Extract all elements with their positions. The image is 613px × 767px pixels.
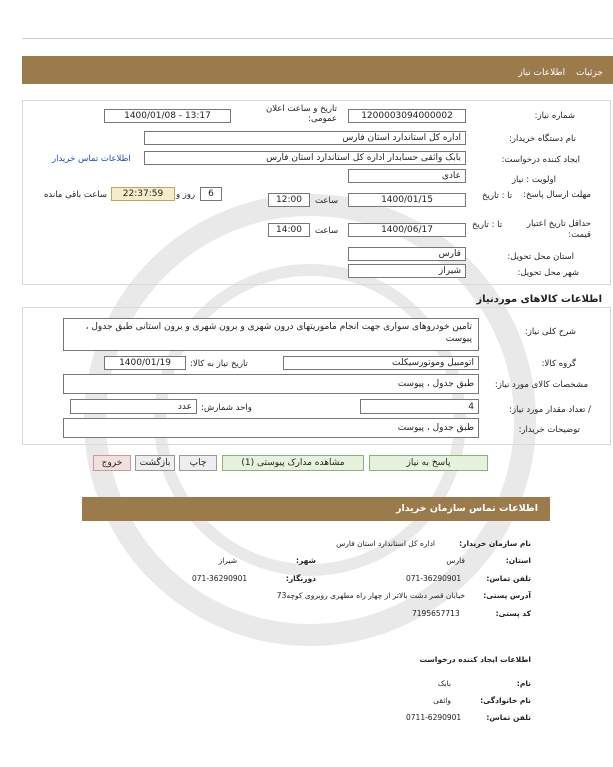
remaining-days-label: روز و xyxy=(176,190,196,200)
deadline-label: مهلت ارسال پاسخ: xyxy=(523,190,591,200)
announce-label: تاریخ و ساعت اعلان عمومی: xyxy=(265,104,337,124)
section-header xyxy=(22,56,613,84)
contact-fax-label: دورنگار: xyxy=(285,574,316,583)
deadline-to-date-label: تا : تاریخ xyxy=(482,191,513,201)
creator-label: ایجاد کننده درخواست: xyxy=(501,155,580,165)
creator-first-name-label: نام: xyxy=(516,679,531,688)
creator-phone-label: تلفن تماس: xyxy=(486,713,531,722)
need-date-field: 1400/01/19 xyxy=(104,356,186,370)
deadline-date-field: 1400/01/15 xyxy=(348,193,466,207)
city-field: شیراز xyxy=(348,264,466,278)
need-number-field: 1200003094000002 xyxy=(348,109,466,123)
goods-group-label: گروه کالا: xyxy=(541,359,576,369)
breadcrumb-details[interactable]: جزئیات xyxy=(576,68,603,78)
buyer-desc-field: طبق جدول ، پیوست xyxy=(63,418,479,438)
contact-city-label: شهر: xyxy=(296,556,316,565)
remaining-days-field: 6 xyxy=(200,187,222,201)
reply-button[interactable]: پاسخ به نیاز xyxy=(369,455,488,471)
creator-first-name-value: بابک xyxy=(437,679,451,688)
creator-last-name-label: نام خانوادگی: xyxy=(480,696,531,705)
goods-desc-field: تامین خودروهای سواری جهت انجام ماموریتهای درون شهری و برون شهری و برون استانی طبق جدول ، پیوست xyxy=(63,318,479,351)
validity-time-field: 14:00 xyxy=(268,223,310,237)
buyer-label: نام دستگاه خریدار: xyxy=(509,134,576,144)
deadline-time-field: 12:00 xyxy=(268,193,310,207)
contact-bar-title: اطلاعات تماس سازمان خریدار xyxy=(82,497,550,521)
contact-province-label: استان: xyxy=(505,556,531,565)
contact-city-value: شیراز xyxy=(218,556,237,565)
province-label: استان محل تحویل: xyxy=(507,252,574,262)
postal-label: کد پستی: xyxy=(495,609,531,618)
contact-fax-value: 071-36290901 xyxy=(192,574,248,583)
unit-field: عدد xyxy=(70,399,197,414)
goods-spec-field: طبق جدول ، پیوست xyxy=(63,374,479,394)
province-field: فارس xyxy=(348,247,466,261)
top-divider xyxy=(22,38,613,39)
validity-to-date-label: تا : تاریخ xyxy=(472,220,503,230)
org-value: اداره کل استاندارد استان فارس xyxy=(336,539,435,548)
org-label: نام سازمان خریدار: xyxy=(459,539,531,548)
creator-field: بابک واثقی حسابدار اداره کل استاندارد استان فارس xyxy=(144,151,466,165)
deadline-time-label: ساعت xyxy=(315,196,339,206)
need-date-label: تاریخ نیاز به کالا: xyxy=(190,359,248,369)
buyer-contact-link[interactable]: اطلاعات تماس خریدار xyxy=(52,154,131,164)
priority-label: اولویت : نیاز xyxy=(511,175,556,185)
address-label: آدرس پستی: xyxy=(483,591,531,600)
validity-date-field: 1400/06/17 xyxy=(348,223,466,237)
remaining-time-label: ساعت باقی مانده xyxy=(43,190,107,200)
contact-province-value: فارس xyxy=(446,556,465,565)
postal-value: 7195657713 xyxy=(412,609,460,618)
address-value: خیابان قصر دشت بالاتر از چهار راه مطهری روبروی کوچه73 xyxy=(276,591,465,600)
print-button[interactable]: چاپ xyxy=(179,455,217,471)
goods-section-title: اطلاعات کالاهای موردنیاز xyxy=(476,294,602,305)
need-number-label: شماره نیاز: xyxy=(534,111,575,121)
remaining-time-field: 22:37:59 xyxy=(111,187,175,201)
city-label: شهر محل تحویل: xyxy=(517,268,579,278)
contact-phone-label: تلفن تماس: xyxy=(486,574,531,583)
unit-label: واحد شمارش: xyxy=(201,403,252,413)
quantity-label: / تعداد مقدار مورد نیاز: xyxy=(509,405,591,415)
contact-phone-value: 071-36290901 xyxy=(406,574,462,583)
goods-desc-label: شرح کلی نیاز: xyxy=(524,327,576,337)
creator-phone-value: 0711-6290901 xyxy=(406,713,462,722)
goods-group-field: اتومبیل وموتورسیکلت xyxy=(283,356,479,370)
exit-button[interactable]: خروج xyxy=(93,455,131,471)
buyer-desc-label: توضیحات خریدار: xyxy=(518,425,580,435)
quantity-field: 4 xyxy=(360,399,479,414)
buyer-field: اداره کل استاندارد استان فارس xyxy=(144,131,466,145)
announce-datetime-field: 1400/01/08 - 13:17 xyxy=(104,109,231,123)
attachments-button[interactable]: مشاهده مدارک پیوستی (1) xyxy=(222,455,364,471)
priority-field: عادی xyxy=(348,169,466,183)
validity-time-label: ساعت xyxy=(315,226,339,236)
back-button[interactable]: بازگشت xyxy=(135,455,175,471)
breadcrumb-need-info[interactable]: اطلاعات نیاز xyxy=(518,68,566,78)
creator-info-title: اطلاعات ایجاد کننده درخواست xyxy=(419,655,531,664)
validity-label: حداقل تاریخ اعتبار قیمت: xyxy=(526,219,591,240)
goods-spec-label: مشخصات کالای مورد نیاز: xyxy=(494,380,588,390)
creator-last-name-value: واثقی xyxy=(433,696,451,705)
